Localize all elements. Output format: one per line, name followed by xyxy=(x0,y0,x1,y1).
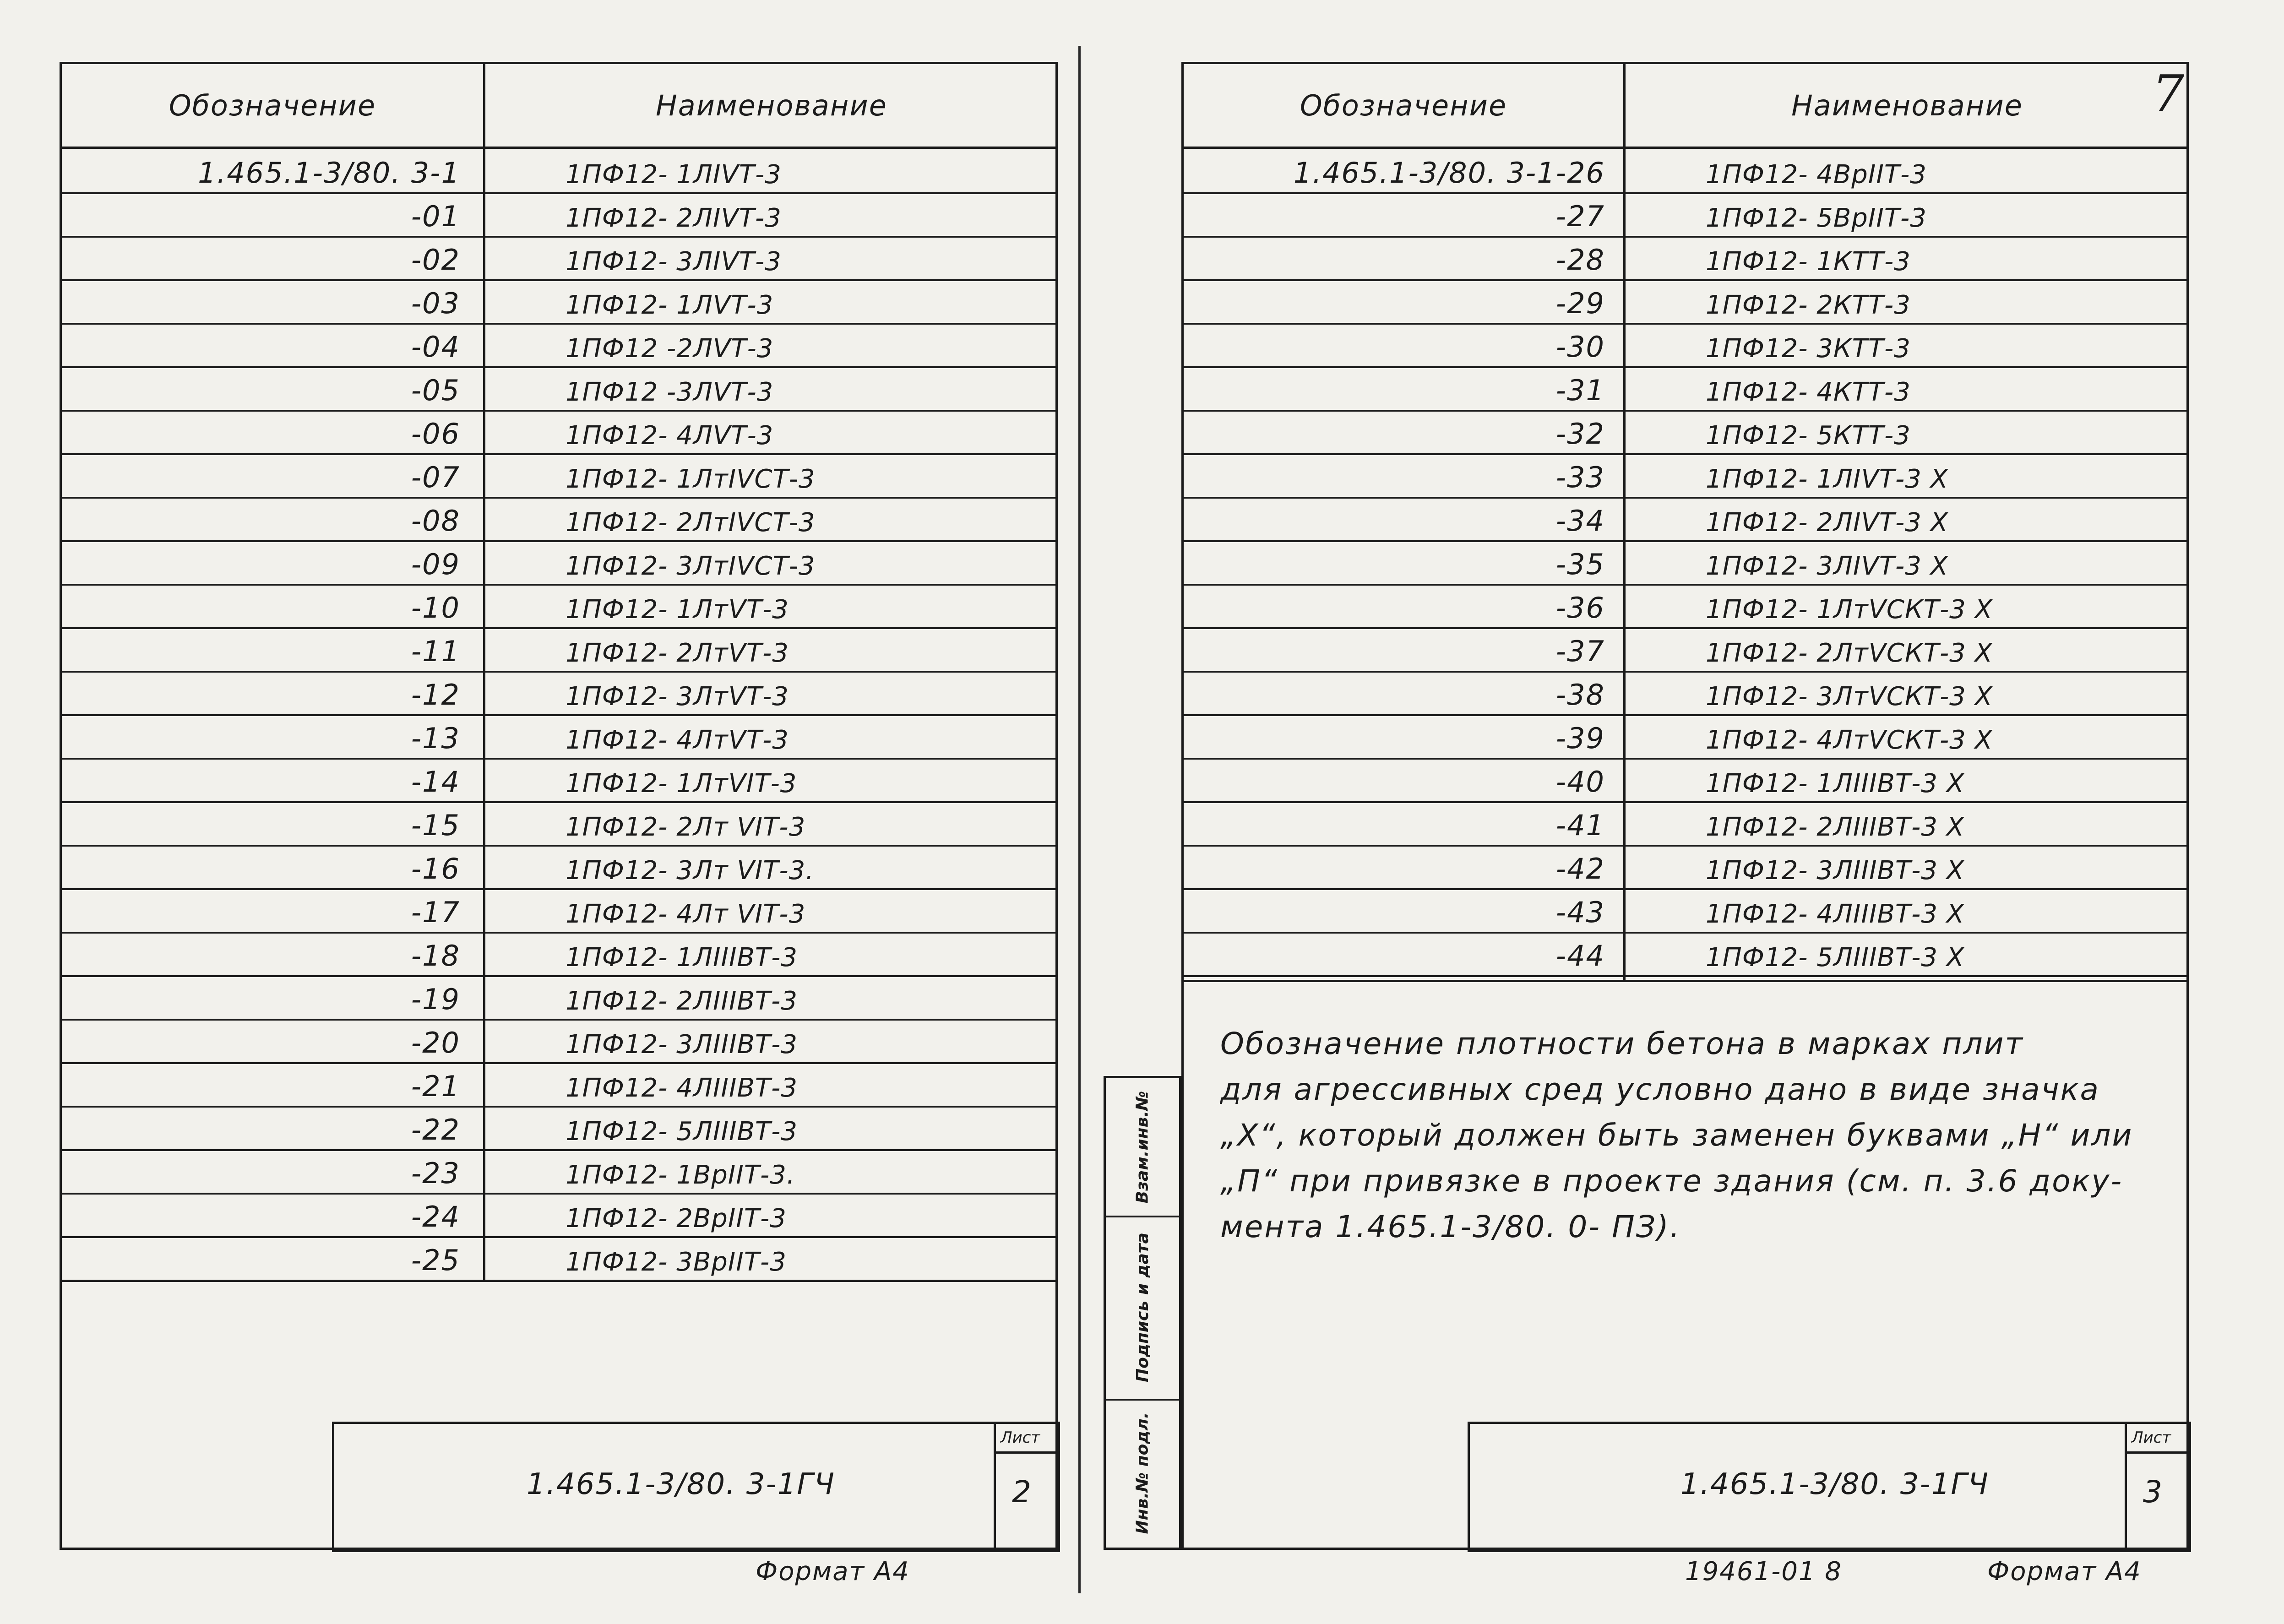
right-header-designation: Обозначение xyxy=(1300,88,1507,122)
row-designation: -35 xyxy=(1555,548,1605,581)
row-name: 1ПФ12- 4КТТ-3 xyxy=(1706,377,1911,407)
row-name: 1ПФ12- 4Лт VIТ-3 xyxy=(566,899,806,929)
row-name: 1ПФ12- 4ЛIIIВТ-3 xyxy=(566,1073,798,1103)
row-name: 1ПФ12- 2ЛIIIВТ-3 xyxy=(566,986,798,1016)
table-row xyxy=(1184,714,2186,760)
right-footer-format: Формат А4 xyxy=(1987,1557,2142,1586)
row-name: 1ПФ12- 3ЛIVТ-3 Х xyxy=(1706,551,1948,581)
table-row xyxy=(1184,453,2186,499)
table-row xyxy=(1184,279,2186,325)
table-row xyxy=(62,192,1055,238)
table-row xyxy=(62,366,1055,412)
row-designation: -24 xyxy=(411,1200,460,1233)
table-row xyxy=(1184,932,2186,977)
row-designation: -34 xyxy=(1555,504,1605,538)
side-label-inv-original: Инв.№ подл. xyxy=(1133,1412,1152,1534)
row-name: 1ПФ12- 1ЛтVТ-3 xyxy=(566,595,789,625)
table-row xyxy=(62,1149,1055,1195)
row-designation: -29 xyxy=(1555,287,1605,320)
row-designation: -19 xyxy=(411,983,460,1016)
row-designation: 1.465.1-3/80. 3-1-26 xyxy=(1293,156,1605,190)
table-row xyxy=(1184,192,2186,238)
left-stamp-sheet-line xyxy=(994,1451,1058,1454)
row-designation: -05 xyxy=(411,374,460,407)
row-name: 1ПФ12- 2ЛтVТ-3 xyxy=(566,638,789,668)
row-name: 1ПФ12- 4ЛVТ-3 xyxy=(566,421,774,451)
right-title-block xyxy=(1468,1422,2191,1552)
table-row xyxy=(1184,149,2186,194)
row-name: 1ПФ12- 3ЛIIIВТ-3 Х xyxy=(1706,856,1965,885)
table-row xyxy=(62,149,1055,194)
page-mark: 7 xyxy=(2152,64,2184,123)
table-row xyxy=(62,758,1055,803)
table-row xyxy=(1184,540,2186,586)
table-row xyxy=(62,1236,1055,1282)
row-name: 1ПФ12- 1ЛIVТ-3 xyxy=(566,160,782,190)
row-designation: -31 xyxy=(1555,374,1605,407)
right-footer-left: 19461-01 8 xyxy=(1685,1557,1843,1586)
row-designation: -07 xyxy=(411,461,460,494)
row-name: 1ПФ12- 3ЛIIIВТ-3 xyxy=(566,1030,798,1059)
table-row xyxy=(1184,497,2186,542)
row-designation: -11 xyxy=(411,635,460,668)
row-name: 1ПФ12- 2ЛIVТ-3 xyxy=(566,203,782,233)
left-header-designation: Обозначение xyxy=(169,88,376,122)
table-row xyxy=(1184,845,2186,890)
right-side-strip xyxy=(1104,1076,1181,1550)
row-designation: -10 xyxy=(411,591,460,625)
table-row xyxy=(62,714,1055,760)
right-sheet xyxy=(1181,62,2189,1550)
table-row xyxy=(62,540,1055,586)
table-row xyxy=(62,845,1055,890)
side-cell-replace-inv xyxy=(1106,1078,1179,1217)
row-name: 1ПФ12 -2ЛVТ-3 xyxy=(566,334,774,364)
row-name: 1ПФ12- 2ЛтIVСТ-3 xyxy=(566,508,816,538)
table-row xyxy=(62,1019,1055,1064)
row-designation: -06 xyxy=(411,417,460,451)
table-row xyxy=(62,888,1055,934)
table-row xyxy=(1184,627,2186,673)
row-designation: -16 xyxy=(411,852,460,885)
row-name: 1ПФ12- 3ЛтVСКТ-3 Х xyxy=(1706,682,1993,712)
side-label-signature-date: Подпись и дата xyxy=(1133,1232,1152,1382)
table-row xyxy=(62,323,1055,368)
table-row xyxy=(62,1106,1055,1151)
table-row xyxy=(1184,888,2186,934)
row-designation: -13 xyxy=(411,722,460,755)
row-designation: -04 xyxy=(411,330,460,364)
row-designation: -38 xyxy=(1555,678,1605,712)
table-row xyxy=(62,410,1055,455)
row-name: 1ПФ12- 3ЛтVТ-3 xyxy=(566,682,789,712)
table-row xyxy=(62,932,1055,977)
row-name: 1ПФ12- 5ЛIIIВТ-3 Х xyxy=(1706,943,1965,972)
row-designation: -36 xyxy=(1555,591,1605,625)
table-row xyxy=(62,975,1055,1021)
row-name: 1ПФ12- 4ЛтVСКТ-3 Х xyxy=(1706,725,1993,755)
side-cell-inv-original xyxy=(1106,1399,1179,1548)
row-designation: -37 xyxy=(1555,635,1605,668)
row-name: 1ПФ12- 1ЛтVСКТ-3 Х xyxy=(1706,595,1993,625)
table-row xyxy=(62,497,1055,542)
row-name: 1ПФ12- 2КТТ-3 xyxy=(1706,290,1911,320)
row-designation: -14 xyxy=(411,765,460,798)
row-designation: -42 xyxy=(1555,852,1605,885)
table-row xyxy=(1184,801,2186,847)
row-name: 1ПФ12- 1ЛтIVСТ-3 xyxy=(566,464,816,494)
left-table-end xyxy=(62,1280,1055,1282)
row-name: 1ПФ12- 1ЛIIIВТ-3 xyxy=(566,943,798,972)
table-row xyxy=(1184,366,2186,412)
right-table-end xyxy=(1184,980,2186,982)
row-name: 1ПФ12- 5ЛIIIВТ-3 xyxy=(566,1117,798,1146)
table-row xyxy=(62,1062,1055,1108)
row-name: 1ПФ12- 2ВрIIТ-3 xyxy=(566,1204,787,1233)
table-row xyxy=(62,453,1055,499)
row-name: 1ПФ12- 4ЛтVТ-3 xyxy=(566,725,789,755)
table-row xyxy=(62,584,1055,629)
row-name: 1ПФ12- 3КТТ-3 xyxy=(1706,334,1911,364)
row-name: 1ПФ12- 2ЛтVСКТ-3 Х xyxy=(1706,638,1993,668)
row-designation: -01 xyxy=(411,200,460,233)
row-name: 1ПФ12- 4ВрIIТ-3 xyxy=(1706,160,1927,190)
right-stamp-sheet-label: Лист xyxy=(2132,1428,2171,1447)
row-designation: -18 xyxy=(411,939,460,972)
row-designation: -41 xyxy=(1555,809,1605,842)
row-designation: -22 xyxy=(411,1113,460,1146)
row-name: 1ПФ12- 2Лт VIТ-3 xyxy=(566,812,806,842)
row-name: 1ПФ12- 3ЛIVТ-3 xyxy=(566,247,782,277)
row-name: 1ПФ12- 1ЛIIIВТ-3 Х xyxy=(1706,769,1965,798)
table-row xyxy=(1184,323,2186,368)
row-designation: -39 xyxy=(1555,722,1605,755)
row-designation: -09 xyxy=(411,548,460,581)
left-stamp-code: 1.465.1-3/80. 3-1ГЧ xyxy=(527,1467,835,1501)
row-designation: -44 xyxy=(1555,939,1605,972)
row-name: 1ПФ12- 3ВрIIТ-3 xyxy=(566,1247,787,1277)
row-name: 1ПФ12- 3Лт VIТ-3. xyxy=(566,856,815,885)
row-designation: -21 xyxy=(411,1070,460,1103)
concrete-density-note: Обозначение плотности бетона в марках плит для агрессивных сред условно дано в виде значка „Х“, который должен быть заменен буквами „Н“ или „П“ при привязке в проекте здания (см. п. 3.6 доку- мента 1.465.1-3/80. 0- ПЗ). xyxy=(1220,1026,2133,1244)
row-designation: -43 xyxy=(1555,896,1605,929)
left-footer-format: Формат А4 xyxy=(756,1557,910,1586)
row-designation: -15 xyxy=(411,809,460,842)
row-name: 1ПФ12- 1ЛVТ-3 xyxy=(566,290,774,320)
left-stamp-divider xyxy=(994,1424,996,1552)
row-name: 1ПФ12- 2ЛIIIВТ-3 Х xyxy=(1706,812,1965,842)
right-stamp-divider xyxy=(2125,1424,2127,1552)
row-designation: -40 xyxy=(1555,765,1605,798)
row-name: 1ПФ12- 1ЛIVТ-3 Х xyxy=(1706,464,1948,494)
left-sheet xyxy=(60,62,1058,1550)
table-row xyxy=(1184,236,2186,281)
row-name: 1ПФ12- 1ВрIIТ-3. xyxy=(566,1160,795,1190)
left-header-name: Наименование xyxy=(656,88,887,122)
table-row xyxy=(62,801,1055,847)
row-designation: -28 xyxy=(1555,243,1605,277)
table-row xyxy=(62,279,1055,325)
table-row xyxy=(1184,584,2186,629)
table-row xyxy=(62,627,1055,673)
row-designation: -25 xyxy=(411,1244,460,1277)
row-name: 1ПФ12- 2ЛIVТ-3 Х xyxy=(1706,508,1948,538)
row-designation: -17 xyxy=(411,896,460,929)
row-name: 1ПФ12- 1КТТ-3 xyxy=(1706,247,1911,277)
right-header-name: Наименование xyxy=(1791,88,2023,122)
right-stamp-sheet-number: 3 xyxy=(2143,1474,2162,1510)
side-cell-signature-date xyxy=(1106,1216,1179,1401)
right-stamp-code: 1.465.1-3/80. 3-1ГЧ xyxy=(1680,1467,1989,1501)
row-name: 1ПФ12- 1ЛтVIТ-3 xyxy=(566,769,797,798)
left-title-block xyxy=(332,1422,1060,1552)
row-designation: 1.465.1-3/80. 3-1 xyxy=(198,156,460,190)
table-row xyxy=(1184,410,2186,455)
row-designation: -12 xyxy=(411,678,460,712)
table-row xyxy=(62,1193,1055,1238)
row-designation: -20 xyxy=(411,1026,460,1059)
row-designation: -08 xyxy=(411,504,460,538)
row-name: 1ПФ12- 3ЛтIVСТ-3 xyxy=(566,551,816,581)
left-stamp-sheet-number: 2 xyxy=(1012,1474,1031,1510)
row-designation: -23 xyxy=(411,1157,460,1190)
row-designation: -32 xyxy=(1555,417,1605,451)
table-row xyxy=(62,236,1055,281)
row-name: 1ПФ12- 4ЛIIIВТ-3 Х xyxy=(1706,899,1965,929)
row-designation: -27 xyxy=(1555,200,1605,233)
right-stamp-sheet-line xyxy=(2125,1451,2189,1454)
fold-line xyxy=(1078,46,1081,1593)
row-designation: -30 xyxy=(1555,330,1605,364)
row-name: 1ПФ12 -3ЛVТ-3 xyxy=(566,377,774,407)
row-designation: -02 xyxy=(411,243,460,277)
row-designation: -33 xyxy=(1555,461,1605,494)
table-row xyxy=(62,671,1055,716)
table-row xyxy=(1184,758,2186,803)
row-name: 1ПФ12- 5ВрIIТ-3 xyxy=(1706,203,1927,233)
side-label-replace-inv: Взам.инв.№ xyxy=(1133,1091,1152,1203)
row-name: 1ПФ12- 5КТТ-3 xyxy=(1706,421,1911,451)
row-designation: -03 xyxy=(411,287,460,320)
left-stamp-sheet-label: Лист xyxy=(1001,1428,1040,1447)
table-row xyxy=(1184,671,2186,716)
